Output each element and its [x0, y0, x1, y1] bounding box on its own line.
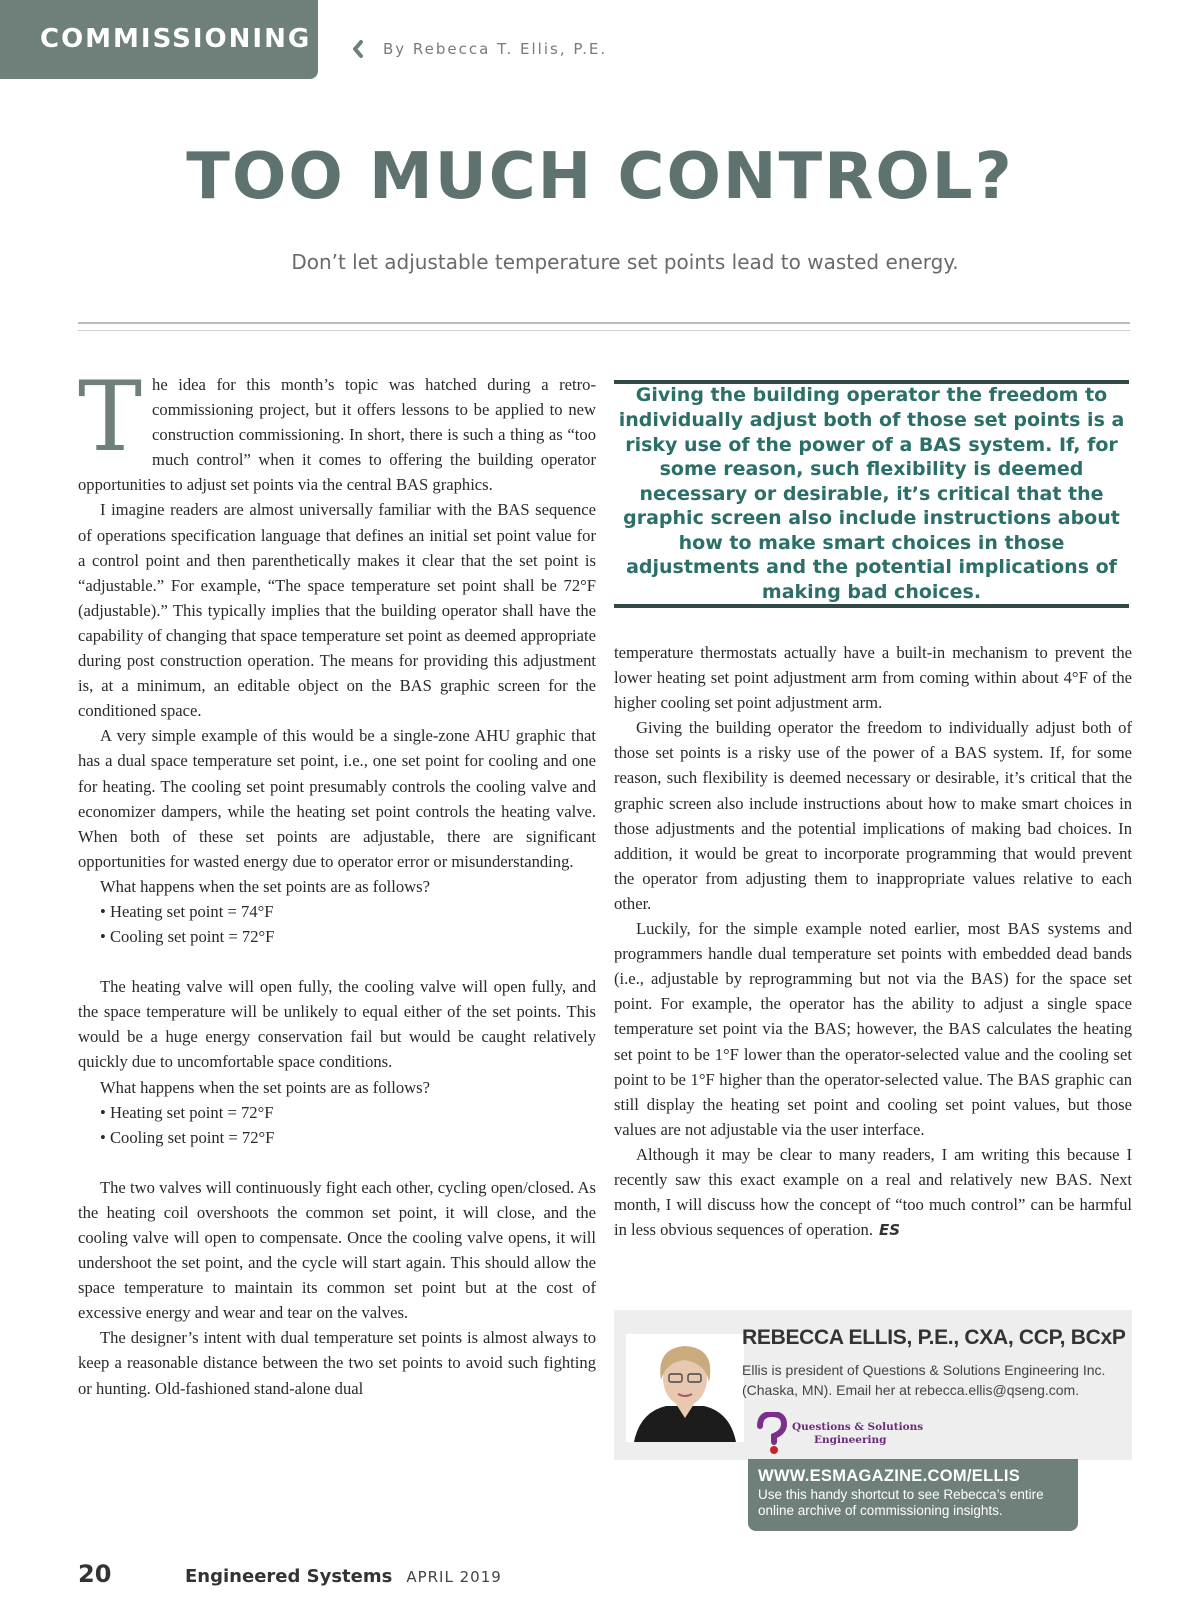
divider	[78, 322, 1130, 324]
end-mark: ES	[879, 1221, 901, 1240]
paragraph: A very simple example of this would be a single-zone AHU graphic that has a dual space temperature set point, i.e., one set point for cooling and one for heating. The cooling set point presumably controls the cooling valve and economizer dampers, while the heating set point controls the heating valve. When both of these set points are adjustable, there are significant opportunities for wasted energy due to operator error or misunderstanding.	[78, 726, 596, 871]
list-item: • Cooling set point = 72°F	[100, 927, 275, 947]
article-title: TOO MUCH CONTROL?	[186, 140, 1014, 214]
issue-date: APRIL 2019	[406, 1568, 502, 1586]
paragraph: The designer’s intent with dual temperature set points is almost always to keep a reasonable distance between the two set points to avoid such fighting or hunting. Old-fashioned stand-alone dual	[78, 1328, 596, 1398]
paragraph: The idea for this month’s topic was hatched during a retro-commissioning project, but it offers lessons to be applied to new construction commissioning. In short, there is such a thing as “too much control” when it comes to offering the building operator opportunities to adjust set points via the central BAS graphics.	[78, 361, 596, 495]
logo-line-1: Questions & Solutions	[792, 1421, 924, 1433]
paragraph: Giving the building operator the freedom to individually adjust both of those set points is a risky use of the power of a BAS system. If, for some reason, such flexibility is deemed necessary or desirable, it’s critical that the graphic screen also include instructions about how to make smart choices in those adjustments and the potential implications of making bad choices. In addition, it would be great to incorporate programming that would prevent the operator from adjusting them to inappropriate values relative to each other.	[614, 718, 1132, 913]
website-link[interactable]: WWW.ESMAGAZINE.COM/ELLIS	[758, 1467, 1021, 1485]
author-description: Ellis is president of Questions & Solutions Engineering Inc. (Chaska, MN). Email her at rebecca.ellis@qseng.com.	[742, 1362, 1106, 1398]
article-subtitle: Don’t let adjustable temperature set points lead to wasted energy.	[291, 250, 959, 274]
byline-text: By Rebecca T. Ellis, P.E.	[383, 40, 608, 58]
left-column	[78, 361, 596, 1401]
divider	[78, 330, 1130, 331]
web-link-box[interactable]	[748, 1459, 1078, 1531]
paragraph: I imagine readers are almost universally familiar with the BAS sequence of operations specification language that defines an initial set point value for a control point and then parenthetically makes it clear that the set point is “adjustable.” For example, “The space temperature set point shall be 72°F (adjustable).” This typically implies that the building operator shall have the capability of changing that space temperature set point as deemed appropriate during post construction operation. The means for providing this adjustment is, at a minimum, an editable object on the BAS graphic screen for the conditioned space.	[78, 500, 596, 721]
drop-cap: T	[78, 361, 143, 473]
paragraph: What happens when the set points are as follows?	[100, 1077, 430, 1097]
author-name: REBECCA ELLIS, P.E., CXA, CCP, BCxP	[742, 1326, 1126, 1349]
paragraph: temperature thermostats actually have a built-in mechanism to prevent the lower heating set point adjustment arm from coming within about 4°F of the higher cooling set point adjustment arm.	[614, 643, 1132, 713]
byline	[352, 40, 607, 58]
list-item: • Heating set point = 72°F	[100, 1102, 274, 1122]
list-item: • Cooling set point = 72°F	[100, 1127, 275, 1147]
bullet-list	[78, 899, 596, 949]
paragraph: The two valves will continuously fight each other, cycling open/closed. As the heating coil overshoots the common set point, it will close, and the cooling valve will open to compensate. Once the cooling valve opens, it will undershoot the set point, and the cycle will start again. This should allow the space temperature to maintain its common set point but at the cost of excessive energy and wear and tear on the valves.	[78, 1177, 596, 1323]
section-tab: COMMISSIONING	[0, 0, 318, 79]
page-footer	[78, 1560, 502, 1588]
pull-quote: Giving the building operator the freedom to individually adjust both of those set points is a risky use of the power of a BAS system. If, for some reason, such flexibility is deemed necessary or desirable, it’s critical that the graphic screen also include instructions about how to make smart choices in those adjustments and the potential implications of making bad choices.	[614, 380, 1129, 608]
author-bio	[614, 1310, 1132, 1460]
list-item: • Heating set point = 74°F	[100, 901, 274, 921]
avatar	[626, 1334, 744, 1442]
paragraph: The heating valve will open fully, the cooling valve will open fully, and the space temperature will be unlikely to equal either of the set points. This would be a huge energy conservation fail but would be caught relatively quickly due to uncomfortable space conditions.	[78, 977, 596, 1072]
bullet-list	[78, 1100, 596, 1150]
paragraph: Although it may be clear to many readers, I am writing this because I recently saw this exact example on a real and relatively new BAS. Next month, I will discuss how the concept of “too much control” can be harmful in less obvious sequences of operation. ES	[614, 1144, 1132, 1240]
page-number: 20	[78, 1560, 112, 1588]
chevron-left-icon	[352, 40, 363, 58]
magazine-name: Engineered Systems	[185, 1566, 393, 1587]
question-mark-logo-icon	[754, 1412, 790, 1456]
paragraph: Luckily, for the simple example noted earlier, most BAS systems and programmers handle dual temperature set points with embedded dead bands (i.e., adjustable by reprogramming but not via the BAS) for the space set point. For example, the operator has the ability to adjust a single space temperature set point via the BAS; however, the BAS calculates the heating set point to be 1°F lower than the operator-selected value and the cooling set point to be 1°F higher than the operator-selected value. The BAS graphic can still display the heating set point and cooling set point values, but those values are not adjustable via the user interface.	[614, 919, 1132, 1139]
web-link-note: Use this handy shortcut to see Rebecca’s entire online archive of commissioning insights.	[758, 1487, 1044, 1518]
logo-line-2: Engineering	[814, 1434, 887, 1446]
right-column	[614, 640, 1132, 1243]
company-logo	[754, 1412, 923, 1456]
paragraph: What happens when the set points are as follows?	[100, 876, 430, 896]
